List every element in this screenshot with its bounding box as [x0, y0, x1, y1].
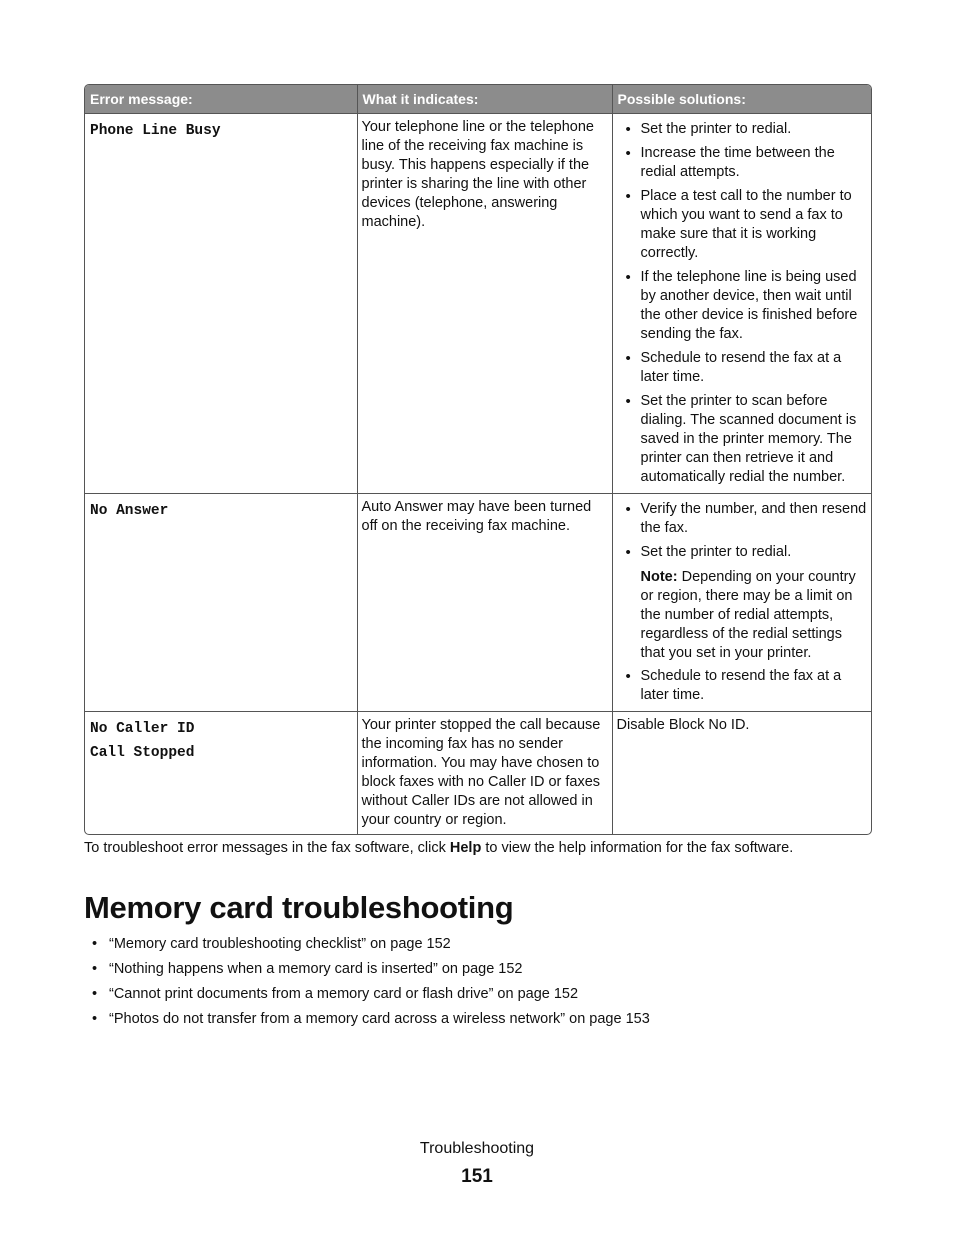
- footer-chapter-label: Troubleshooting: [419, 1140, 535, 1157]
- topic-link[interactable]: • “Nothing happens when a memory card is inserted” on page 152: [84, 960, 650, 985]
- solution-item: • Schedule to resend the fax at a later time.: [617, 349, 868, 387]
- section-heading: Memory card troubleshooting: [84, 890, 514, 925]
- table-row: [85, 494, 871, 712]
- solution-list: [617, 120, 868, 487]
- error-code: Call Stopped: [90, 745, 195, 761]
- indication-cell: Your printer stopped the call because the incoming fax has no sender information. You may have chosen to block faxes with no Caller ID or faxes without Caller IDs are not allowed in your country or region.: [357, 712, 612, 834]
- solution-item: • If the telephone line is being used by another device, then wait until the other device is finished before sending the fax.: [617, 268, 868, 344]
- note-paragraph: [617, 568, 868, 663]
- error-code: No Answer: [90, 503, 169, 519]
- error-code: No Caller ID: [90, 721, 195, 737]
- error-message-cell: [85, 114, 357, 494]
- fax-software-help-text: [84, 839, 793, 858]
- solution-item: • Schedule to resend the fax at a later time.: [617, 667, 868, 705]
- topic-link-list: [84, 935, 650, 1035]
- error-message-cell: [85, 712, 357, 834]
- column-header-possible-solutions: Possible solutions:: [612, 85, 871, 114]
- topic-link[interactable]: • “Memory card troubleshooting checklist” on page 152: [84, 935, 650, 960]
- topic-link[interactable]: • “Photos do not transfer from a memory card across a wireless network” on page 153: [84, 1010, 650, 1035]
- solution-item: • Place a test call to the number to which you want to send a fax to make sure that it is working correctly.: [617, 187, 868, 263]
- help-text-bold: Help: [449, 840, 482, 856]
- solution-item: • Set the printer to redial.: [617, 120, 868, 139]
- indication-cell: Auto Answer may have been turned off on the receiving fax machine.: [357, 494, 612, 712]
- error-code: Phone Line Busy: [90, 123, 221, 139]
- page-number: 151: [461, 1166, 493, 1187]
- table-header-row: [85, 85, 871, 114]
- note-label: Note:: [640, 569, 678, 585]
- solution-item: • Set the printer to redial.: [617, 543, 868, 562]
- help-text-prefix: To troubleshoot error messages in the fax software, click: [84, 840, 450, 856]
- indication-cell: Your telephone line or the telephone line of the receiving fax machine is busy. This happens especially if the printer is sharing the line with other devices (telephone, answering machine).: [357, 114, 612, 494]
- column-header-what-it-indicates: What it indicates:: [357, 85, 612, 114]
- note-text: Depending on your country or region, there may be a limit on the number of redial attempts, regardless of the redial settings that you set in your printer.: [640, 569, 856, 661]
- error-message-cell: [85, 494, 357, 712]
- solution-list: [617, 667, 868, 705]
- help-text-suffix: to view the help information for the fax software.: [481, 840, 794, 856]
- table-row: [85, 712, 871, 834]
- solution-item: • Increase the time between the redial attempts.: [617, 144, 868, 182]
- solutions-cell: [612, 114, 871, 494]
- solution-list: [617, 500, 868, 562]
- topic-link[interactable]: • “Cannot print documents from a memory card or flash drive” on page 152: [84, 985, 650, 1010]
- table-row: [85, 114, 871, 494]
- solution-item: • Verify the number, and then resend the fax.: [617, 500, 868, 538]
- column-header-error-message: Error message:: [85, 85, 357, 114]
- solutions-cell: Disable Block No ID.: [612, 712, 871, 834]
- solution-item: • Set the printer to scan before dialing. The scanned document is saved in the printer memory. The printer can then retrieve it and automatically redial the number.: [617, 392, 868, 487]
- error-message-table: [84, 84, 872, 835]
- solutions-cell: [612, 494, 871, 712]
